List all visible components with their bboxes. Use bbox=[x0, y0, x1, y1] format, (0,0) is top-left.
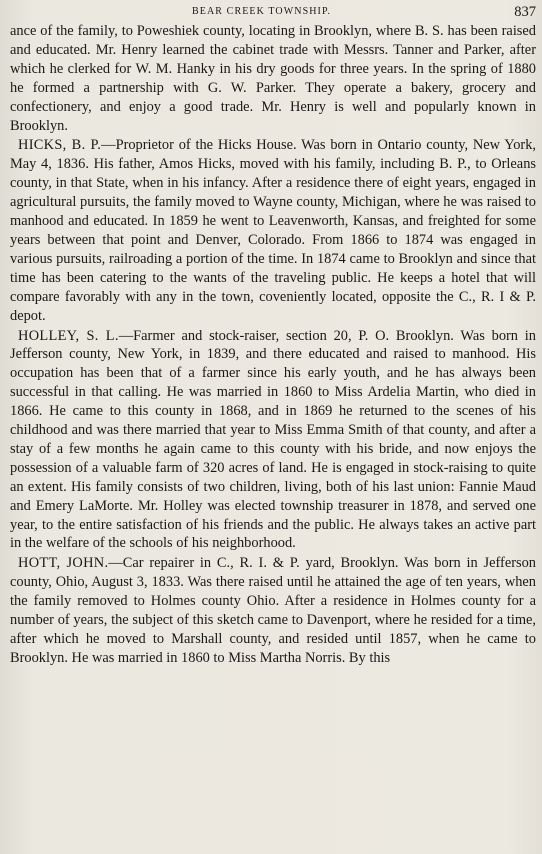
entry-text: —Car repairer in C., R. I. & P. yard, Brooklyn. Was born in Jefferson county, Ohio, August 3, 1833. Was there raised until he attained the age of ten years, when the family removed to Holmes county Ohio. After a residence in Holmes county for a number of years, the subject of this sketch came to Davenport, where he resided for a time, after which he moved to Marshall county, and resided until 1857, when he came to Brooklyn. He was married in 1860 to Miss Martha Norris. By this bbox=[10, 555, 536, 666]
entry-holley bbox=[10, 327, 536, 554]
entry-name: HICKS, B. P. bbox=[18, 137, 102, 154]
page-header bbox=[0, 4, 542, 22]
paragraph-henry-continued bbox=[10, 22, 536, 135]
paragraph-text: ance of the family, to Poweshiek county, locating in Brooklyn, where B. S. has been raised and educated. Mr. Henry learned the cabinet trade with Messrs. Tanner and Parker, after which he clerked for W. M. Hanky in his dry goods for three years. In the spring of 1880 he formed a partnership with G. W. Parker. They operate a bakery, grocery and confectionery, and enjoy a good trade. Mr. Henry is well and popularly known in Brooklyn. bbox=[10, 23, 536, 134]
entry-text: —Proprietor of the Hicks House. Was born in Ontario county, New York, May 4, 1836. His father, Amos Hicks, moved with his family, including B. P., to Orleans county, in that State, when in his infancy. After a residence there of eight years, engaged in agricultural pursuits, the family moved to Wayne county, Michigan, where he was raised to manhood and educated. In 1859 he went to Leavenworth, Kansas, and freighted for some years between that point and Denver, Colorado. From 1866 to 1874 was engaged in various pursuits, railroading a portion of the time. In 1874 came to Brooklyn and since that time has been catering to the wants of the traveling public. He keeps a hotel that will compare favorably with any in the town, coveniently located, opposite the C., R. I & P. depot. bbox=[10, 137, 536, 324]
entry-name: HOLLEY, S. L. bbox=[18, 327, 119, 344]
entry-text: —Farmer and stock-raiser, section 20, P. O. Brooklyn. Was born in Jefferson county, New York, in 1839, and there educated and raised to manhood. His occupation has been that of a farmer since his early youth, and he has always been successful in that calling. He was married in 1860 to Miss Ardelia Martin, who died in 1866. He came to this county in 1868, and in 1869 he returned to the scenes of his childhood and was there married that year to Miss Emma Smith of that county, and after a stay of a few months he again came to this county with his bride, and now enjoys the possession of a valuable farm of 320 acres of land. He is engaged in stock-raising to quite an extent. His family consists of two children, living, both of his last union: Fannie Maud and Emery LaMorte. Mr. Holley was elected township treasurer in 1878, and served one year, to the entire satisfaction of his friends and the public. He always takes an active part in the welfare of the schools of his neighborhood. bbox=[10, 327, 536, 552]
entry-hicks bbox=[10, 136, 536, 325]
running-head: BEAR CREEK TOWNSHIP. bbox=[192, 6, 332, 17]
page-body bbox=[10, 22, 536, 668]
page-number: 837 bbox=[514, 4, 536, 20]
entry-hott bbox=[10, 554, 536, 667]
entry-name: HOTT, JOHN. bbox=[18, 555, 109, 572]
